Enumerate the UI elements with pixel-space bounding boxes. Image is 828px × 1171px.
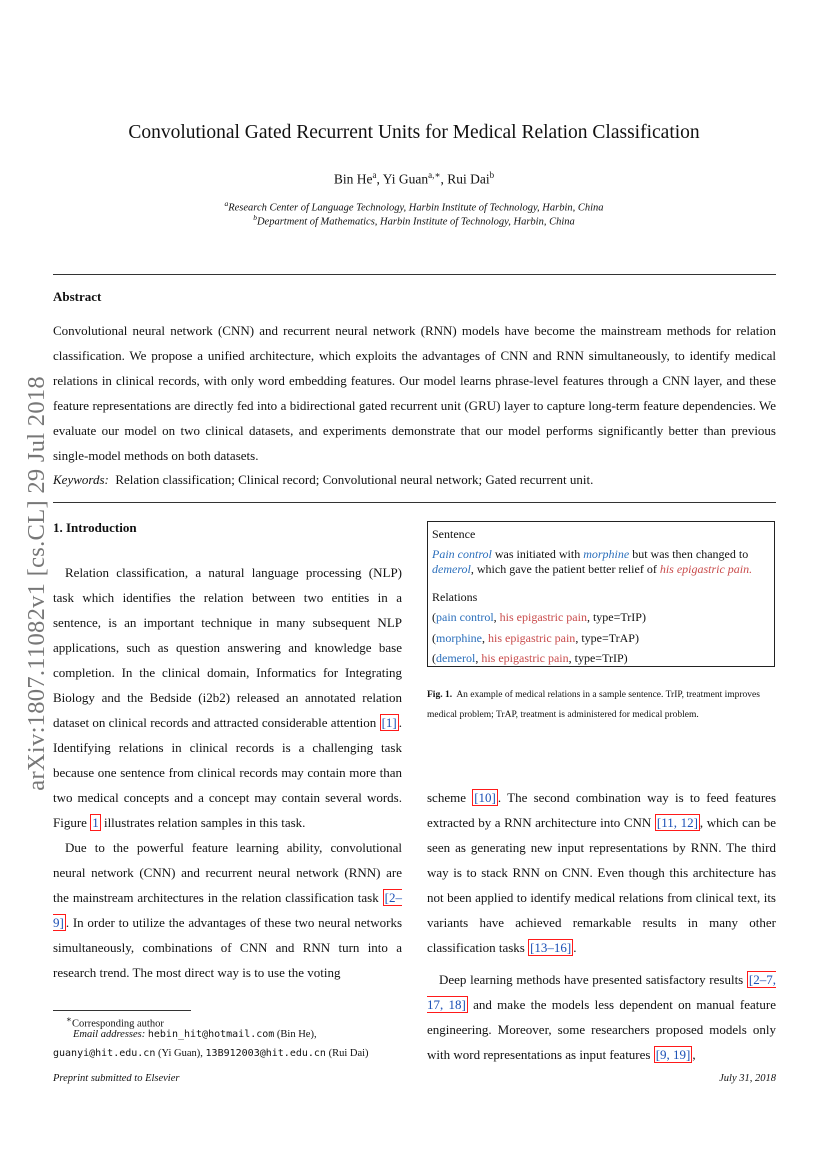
- intro-paragraph: [53, 835, 402, 985]
- author-list: Bin He$^a$, Yi Guan$^{a,∗}$, Rui Dai$^b$: [333, 170, 495, 187]
- relation-arg2: his epigastric pain: [481, 651, 569, 665]
- relation-type: type=TrAP: [581, 630, 635, 645]
- relation-arg1: demerol: [436, 651, 476, 665]
- left-column: [53, 560, 402, 985]
- citation-link[interactable]: [9, 19]: [655, 1047, 691, 1062]
- citation-link[interactable]: [2–7, 17, 18]: [427, 972, 776, 1012]
- relation-arg2: his epigastric pain: [499, 610, 587, 624]
- paragraph-text: illustrates relation samples in this task.: [100, 815, 306, 830]
- email-owner: (Rui Dai): [328, 1048, 369, 1059]
- concept-treatment: morphine: [583, 546, 630, 561]
- intro-paragraph: [53, 560, 402, 835]
- affil-mark: b: [253, 213, 257, 222]
- paragraph-text: and make the models less dependent on manual feature engineering. Moreover, some researchers proposed models only with word representations as input features: [427, 997, 776, 1062]
- affil-text: Department of Mathematics, Harbin Institute of Technology, Harbin, China: [256, 216, 575, 228]
- paragraph-text: . In order to utilize the advantages of these two neural networks simultaneously, combinations of CNN and RNN turn into a research trend. The most direct way is to use the voting: [53, 915, 402, 980]
- relation-arg1: pain control: [436, 610, 494, 624]
- citation-link[interactable]: [11, 12]: [656, 815, 698, 830]
- author-name: Rui Dai: [447, 171, 490, 187]
- relation-row: (morphine, his epigastric pain, type=TrAP): [432, 630, 639, 645]
- citation-link[interactable]: [1]: [381, 715, 397, 730]
- caption-label: Fig. 1.: [427, 690, 453, 700]
- footnote-text: Corresponding author: [71, 1018, 164, 1030]
- email-link[interactable]: 13B912003@hit.edu.cn: [205, 1048, 326, 1059]
- sentence-text: was initiated with: [491, 546, 584, 561]
- citation-link[interactable]: [10]: [474, 790, 496, 805]
- author-affil-mark: a,∗: [428, 170, 441, 180]
- author-affil-mark: a: [372, 170, 377, 180]
- email-link[interactable]: hebin_hit@hotmail.com: [147, 1029, 275, 1040]
- paragraph-text: Due to the powerful feature learning ability, convolutional neural network (CNN) and recurrent neural network (RNN) are the mainstream architectures in the relation classification task: [53, 840, 402, 905]
- sentence-text: , which gave the patient better relief of: [470, 562, 660, 576]
- paragraph-text: Deep learning methods have presented satisfactory results: [439, 972, 747, 987]
- concept-treatment: Pain control: [432, 546, 492, 561]
- paper-title: Convolutional Gated Recurrent Units for Medical Relation Classification: [128, 122, 700, 143]
- abstract-text: Convolutional neural network (CNN) and recurrent neural network (RNN) models have become the mainstream methods for relation classification. We propose a unified architecture, which exploits the advantages of CNN and RNN simultaneously, to identify medical relations in clinical records, with only word embedding features. Our model learns phrase-level features through a CNN layer, and these feature representations are directly fed into a bidirectional gated recurrent unit (GRU) layer to capture long-term feature dependencies. We evaluate our model on two clinical datasets, and experiments demonstrate that our model performs significantly better than previous single-model methods on both datasets.: [53, 323, 776, 463]
- arxiv-stamp: arXiv:1807.11082v1 [cs.CL] 29 Jul 2018: [23, 376, 50, 791]
- concept-treatment: demerol: [432, 562, 471, 576]
- keywords-text: Relation classification; Clinical record; Convolutional neural network; Gated recurrent unit.: [115, 472, 594, 487]
- abstract-heading: Abstract: [53, 289, 102, 304]
- relation-row: (demerol, his epigastric pain, type=TrIP): [432, 651, 628, 665]
- relation-row: (pain control, his epigastric pain, type=TrIP): [432, 610, 646, 624]
- email-link[interactable]: guanyi@hit.edu.cn: [53, 1048, 156, 1059]
- section-heading: 1. Introduction: [53, 520, 137, 535]
- email-owner: (Yi Guan),: [157, 1048, 203, 1059]
- email-label: Email addresses:: [73, 1029, 146, 1040]
- relation-type: type=TrIP: [592, 610, 642, 624]
- paragraph-text: , which can be seen as generating new input representations by RNN. The third way is to stack RNN on CNN. Even though this architecture has not been applied to identify medical relations from clinical text, its variants have achieved remarkable results in many other classification tasks: [427, 815, 776, 955]
- paragraph-text: .: [573, 940, 577, 955]
- footer-right: July 31, 2018: [719, 1073, 776, 1084]
- figure-caption: [427, 685, 777, 725]
- paragraph-text: . Identifying relations in clinical records is a challenging task because one sentence from clinical records may contain more than two medical concepts and a concept may contain several words. Figure: [53, 715, 402, 830]
- sentence-text: .: [749, 562, 753, 576]
- intro-paragraph: [427, 967, 776, 1067]
- footer-left: Preprint submitted to Elsevier: [53, 1073, 180, 1084]
- author-name: Yi Guan: [382, 171, 429, 187]
- relation-arg1: morphine: [436, 630, 482, 645]
- relation-type: type=TrIP: [574, 651, 624, 665]
- affil-mark: a: [224, 199, 229, 208]
- figure-sentence-label: Sentence: [432, 527, 476, 541]
- footnote-emails-line2: [53, 1048, 405, 1059]
- figure-box: [427, 521, 775, 667]
- footnote-rule: [53, 1010, 191, 1011]
- caption-text: An example of medical relations in a sample sentence. TrIP, treatment improves medical problem; TrAP, treatment is administered for medical problem.: [427, 690, 760, 720]
- figure-link[interactable]: 1: [92, 815, 99, 830]
- abstract-rule: [53, 502, 776, 503]
- paragraph-text: . The second combination way is to feed features extracted by a RNN architecture into CNN: [427, 790, 776, 830]
- author-affil-mark: b: [489, 170, 495, 180]
- paragraph-text: ,: [692, 1047, 696, 1062]
- figure-sentence: [432, 562, 770, 578]
- keywords-label: Keywords:: [53, 472, 109, 487]
- intro-paragraph: [427, 785, 776, 960]
- affiliation-a: [0, 199, 828, 214]
- paragraph-text: scheme: [427, 790, 473, 805]
- figure-sentence: [432, 547, 770, 563]
- sentence-text: but was then changed to: [629, 546, 749, 561]
- citation-link[interactable]: [2–9]: [53, 890, 402, 930]
- author-name: Bin He: [333, 171, 373, 187]
- affil-text: Research Center of Language Technology, Harbin Institute of Technology, Harbin, China: [228, 202, 604, 214]
- footnote-corresponding: ∗Corresponding author: [66, 1014, 164, 1030]
- footnote-emails-line1: [73, 1029, 425, 1040]
- top-rule: [53, 274, 776, 275]
- affiliation-b: [0, 213, 828, 228]
- relation-arg2: his epigastric pain: [488, 630, 576, 645]
- email-owner: (Bin He),: [276, 1029, 317, 1040]
- concept-problem: his epigastric pain: [659, 562, 750, 576]
- paragraph-text: Relation classification, a natural language processing (NLP) task which identifies the relation between two entities in a sentence, is an important technique in many subsequent NLP applications, such as question answering and knowledge base completion. In the clinical domain, Informatics for Integrating Biology and the Bedside (i2b2) released an annotated relation dataset on clinical records and attracted considerable attention: [53, 565, 402, 730]
- keywords: [53, 472, 776, 488]
- citation-link[interactable]: [13–16]: [530, 940, 572, 955]
- figure-relations-label: Relations: [432, 589, 478, 604]
- right-column: [427, 785, 776, 1067]
